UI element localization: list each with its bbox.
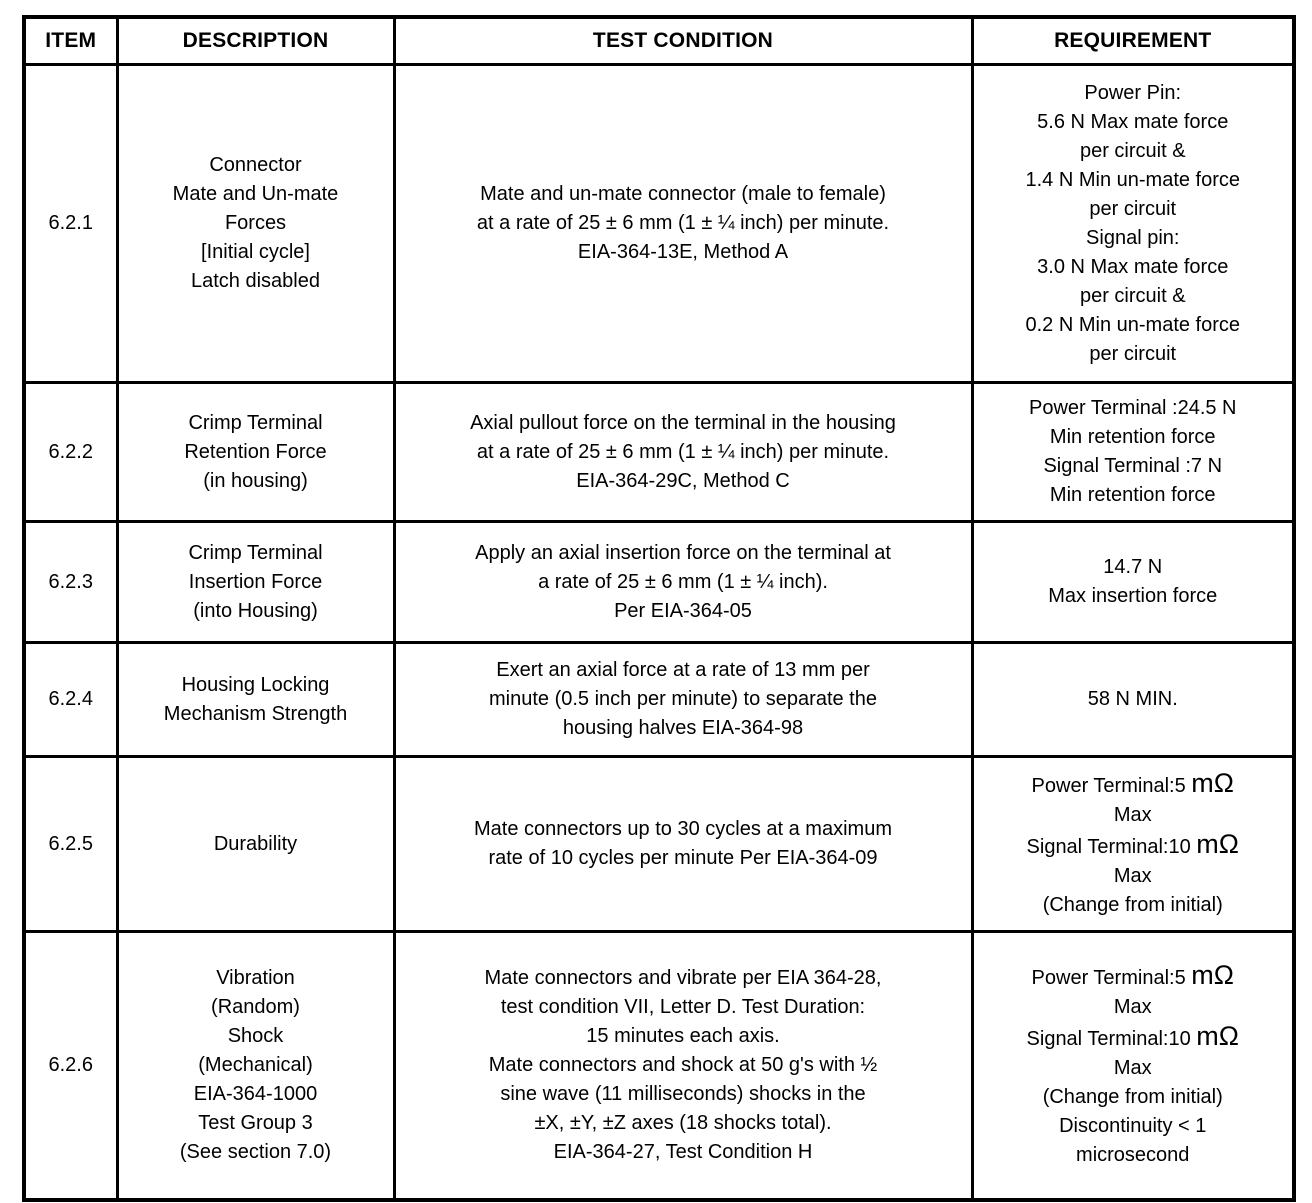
cell-line: EIA-364-13E, Method A: [577, 241, 789, 263]
cell-line: Exert an axial force at a rate of 13 mm per: [496, 659, 870, 681]
cell-line: 6.2.2: [48, 440, 93, 463]
column-header-requirement: REQUIREMENT: [972, 17, 1294, 65]
cell-line: 6.2.6: [48, 1053, 93, 1076]
cell-line: test condition VII, Letter D. Test Duration:: [500, 995, 866, 1018]
cell-line: per circuit &: [1079, 284, 1186, 307]
cell-line: 15 minutes each axis.: [586, 1024, 780, 1047]
cell-line: Axial pullout force on the terminal in the housing: [470, 411, 896, 434]
cell-line: Mate connectors up to 30 cycles at a maximum: [474, 818, 892, 840]
cell-line: Vibration: [216, 966, 295, 989]
cell-line: Mate connectors and vibrate per EIA 364-28,: [484, 966, 882, 989]
requirement-cell: [972, 65, 1294, 383]
text-segment: mΩ: [1191, 767, 1234, 798]
cell-line: at a rate of 25 ± 6 mm (1 ± ¼ inch) per minute.: [476, 440, 890, 463]
table-row: [24, 522, 1294, 643]
cell-line: Crimp Terminal: [188, 541, 323, 564]
test-condition-cell: [394, 643, 972, 757]
test-requirements-table: [22, 15, 1296, 1202]
cell-line: Latch disabled: [191, 270, 320, 292]
cell-line: Mate and Un-mate: [172, 183, 339, 205]
requirement-cell: [972, 522, 1294, 643]
column-header-item: ITEM: [24, 17, 117, 65]
cell-line: Min retention force: [1049, 426, 1216, 448]
cell-line: Max insertion force: [1048, 585, 1218, 607]
cell-line: Max: [1113, 1056, 1152, 1079]
cell-line: (Mechanical): [198, 1053, 313, 1076]
cell-line: 6.2.5: [48, 832, 93, 855]
item-cell: [24, 65, 117, 383]
cell-line: 0.2 N Min un-mate force: [1025, 313, 1241, 336]
cell-line: Max: [1113, 995, 1152, 1018]
cell-line: microsecond: [1076, 1143, 1190, 1166]
cell-line: Power Pin:: [1084, 81, 1182, 104]
cell-line: 14.7 N: [1103, 556, 1163, 578]
item-cell: [24, 757, 117, 932]
text-segment: mΩ: [1196, 1020, 1239, 1051]
test-condition-cell: [394, 65, 972, 383]
cell-line: (Change from initial): [1042, 1085, 1223, 1108]
description-cell: [117, 65, 394, 383]
requirement-cell: [972, 757, 1294, 932]
text-segment: Signal Terminal:10: [1026, 835, 1197, 858]
text-segment: Power Terminal:5: [1031, 774, 1192, 797]
cell-line: Min retention force: [1049, 484, 1216, 506]
item-cell: [24, 643, 117, 757]
cell-line: Crimp Terminal: [188, 411, 323, 434]
test-condition-cell: [394, 383, 972, 522]
description-cell: [117, 522, 394, 643]
cell-line: ±X, ±Y, ±Z axes (18 shocks total).: [534, 1111, 832, 1134]
cell-line: Mate and un-mate connector (male to female): [480, 183, 886, 205]
text-segment: mΩ: [1191, 959, 1234, 990]
cell-line: 1.4 N Min un-mate force: [1025, 168, 1241, 191]
description-cell: [117, 757, 394, 932]
cell-line: Power Terminal :24.5 N: [1029, 397, 1237, 419]
cell-line: per circuit: [1089, 197, 1177, 220]
cell-line: at a rate of 25 ± 6 mm (1 ± ¼ inch) per minute.: [476, 212, 890, 234]
cell-line: rate of 10 cycles per minute Per EIA-364-09: [488, 847, 878, 869]
requirement-cell: [972, 932, 1294, 1200]
cell-line: Mate connectors and shock at 50 g's with ½: [488, 1053, 878, 1076]
cell-line: Apply an axial insertion force on the terminal at: [475, 541, 891, 564]
requirement-cell: [972, 383, 1294, 522]
cell-line: per circuit: [1089, 342, 1177, 365]
cell-line: Mechanism Strength: [163, 702, 348, 725]
cell-line: [978, 830, 1289, 862]
cell-line: per circuit &: [1079, 139, 1186, 162]
cell-line: 3.0 N Max mate force: [1037, 255, 1229, 278]
header-row: [24, 17, 1294, 65]
cell-line: Max: [1113, 803, 1152, 826]
cell-line: Signal Terminal :7 N: [1043, 455, 1223, 477]
table-row: [24, 643, 1294, 757]
cell-line: Max: [1113, 864, 1152, 887]
cell-line: Test Group 3: [198, 1111, 313, 1134]
description-cell: [117, 932, 394, 1200]
text-segment: mΩ: [1196, 828, 1239, 859]
cell-line: (Random): [211, 995, 300, 1018]
cell-line: EIA-364-29C, Method C: [576, 469, 790, 492]
text-segment: Signal Terminal:10: [1026, 1027, 1197, 1050]
cell-line: EIA-364-27, Test Condition H: [553, 1140, 813, 1163]
cell-line: (Change from initial): [1042, 893, 1223, 916]
cell-line: [978, 961, 1289, 993]
cell-line: [978, 769, 1289, 801]
cell-line: 6.2.1: [48, 212, 93, 234]
test-condition-cell: [394, 757, 972, 932]
cell-line: a rate of 25 ± 6 mm (1 ± ¼ inch).: [538, 570, 828, 593]
description-cell: [117, 383, 394, 522]
requirement-cell: [972, 643, 1294, 757]
cell-line: housing halves EIA-364-98: [562, 717, 804, 739]
cell-line: (See section 7.0): [179, 1140, 332, 1163]
cell-line: (into Housing): [193, 599, 318, 622]
cell-line: EIA-364-1000: [193, 1082, 318, 1105]
cell-line: Discontinuity < 1: [1059, 1114, 1207, 1137]
cell-line: (in housing): [203, 469, 308, 492]
cell-line: Housing Locking: [181, 673, 330, 696]
cell-line: Shock: [227, 1024, 284, 1047]
cell-line: Connector: [209, 154, 302, 176]
cell-line: Retention Force: [184, 440, 327, 463]
test-condition-cell: [394, 522, 972, 643]
item-cell: [24, 932, 117, 1200]
test-condition-cell: [394, 932, 972, 1200]
cell-line: 5.6 N Max mate force: [1037, 110, 1229, 133]
item-cell: [24, 522, 117, 643]
cell-line: Insertion Force: [188, 570, 323, 593]
column-header-description: DESCRIPTION: [117, 17, 394, 65]
column-header-test-condition: TEST CONDITION: [394, 17, 972, 65]
cell-line: Durability: [213, 832, 298, 855]
table-row: [24, 932, 1294, 1200]
description-cell: [117, 643, 394, 757]
cell-line: [978, 1022, 1289, 1054]
cell-line: sine wave (11 milliseconds) shocks in the: [500, 1082, 866, 1105]
cell-line: 58 N MIN.: [1087, 688, 1178, 710]
cell-line: Per EIA-364-05: [614, 599, 752, 622]
cell-line: Forces: [224, 212, 287, 234]
cell-line: minute (0.5 inch per minute) to separate the: [489, 688, 877, 710]
item-cell: [24, 383, 117, 522]
table-row: [24, 383, 1294, 522]
cell-line: 6.2.4: [48, 688, 93, 710]
table-row: [24, 757, 1294, 932]
cell-line: 6.2.3: [48, 570, 93, 593]
cell-line: [Initial cycle]: [201, 241, 310, 263]
text-segment: Power Terminal:5: [1031, 966, 1192, 989]
cell-line: Signal pin:: [1086, 226, 1180, 249]
table-row: [24, 65, 1294, 383]
